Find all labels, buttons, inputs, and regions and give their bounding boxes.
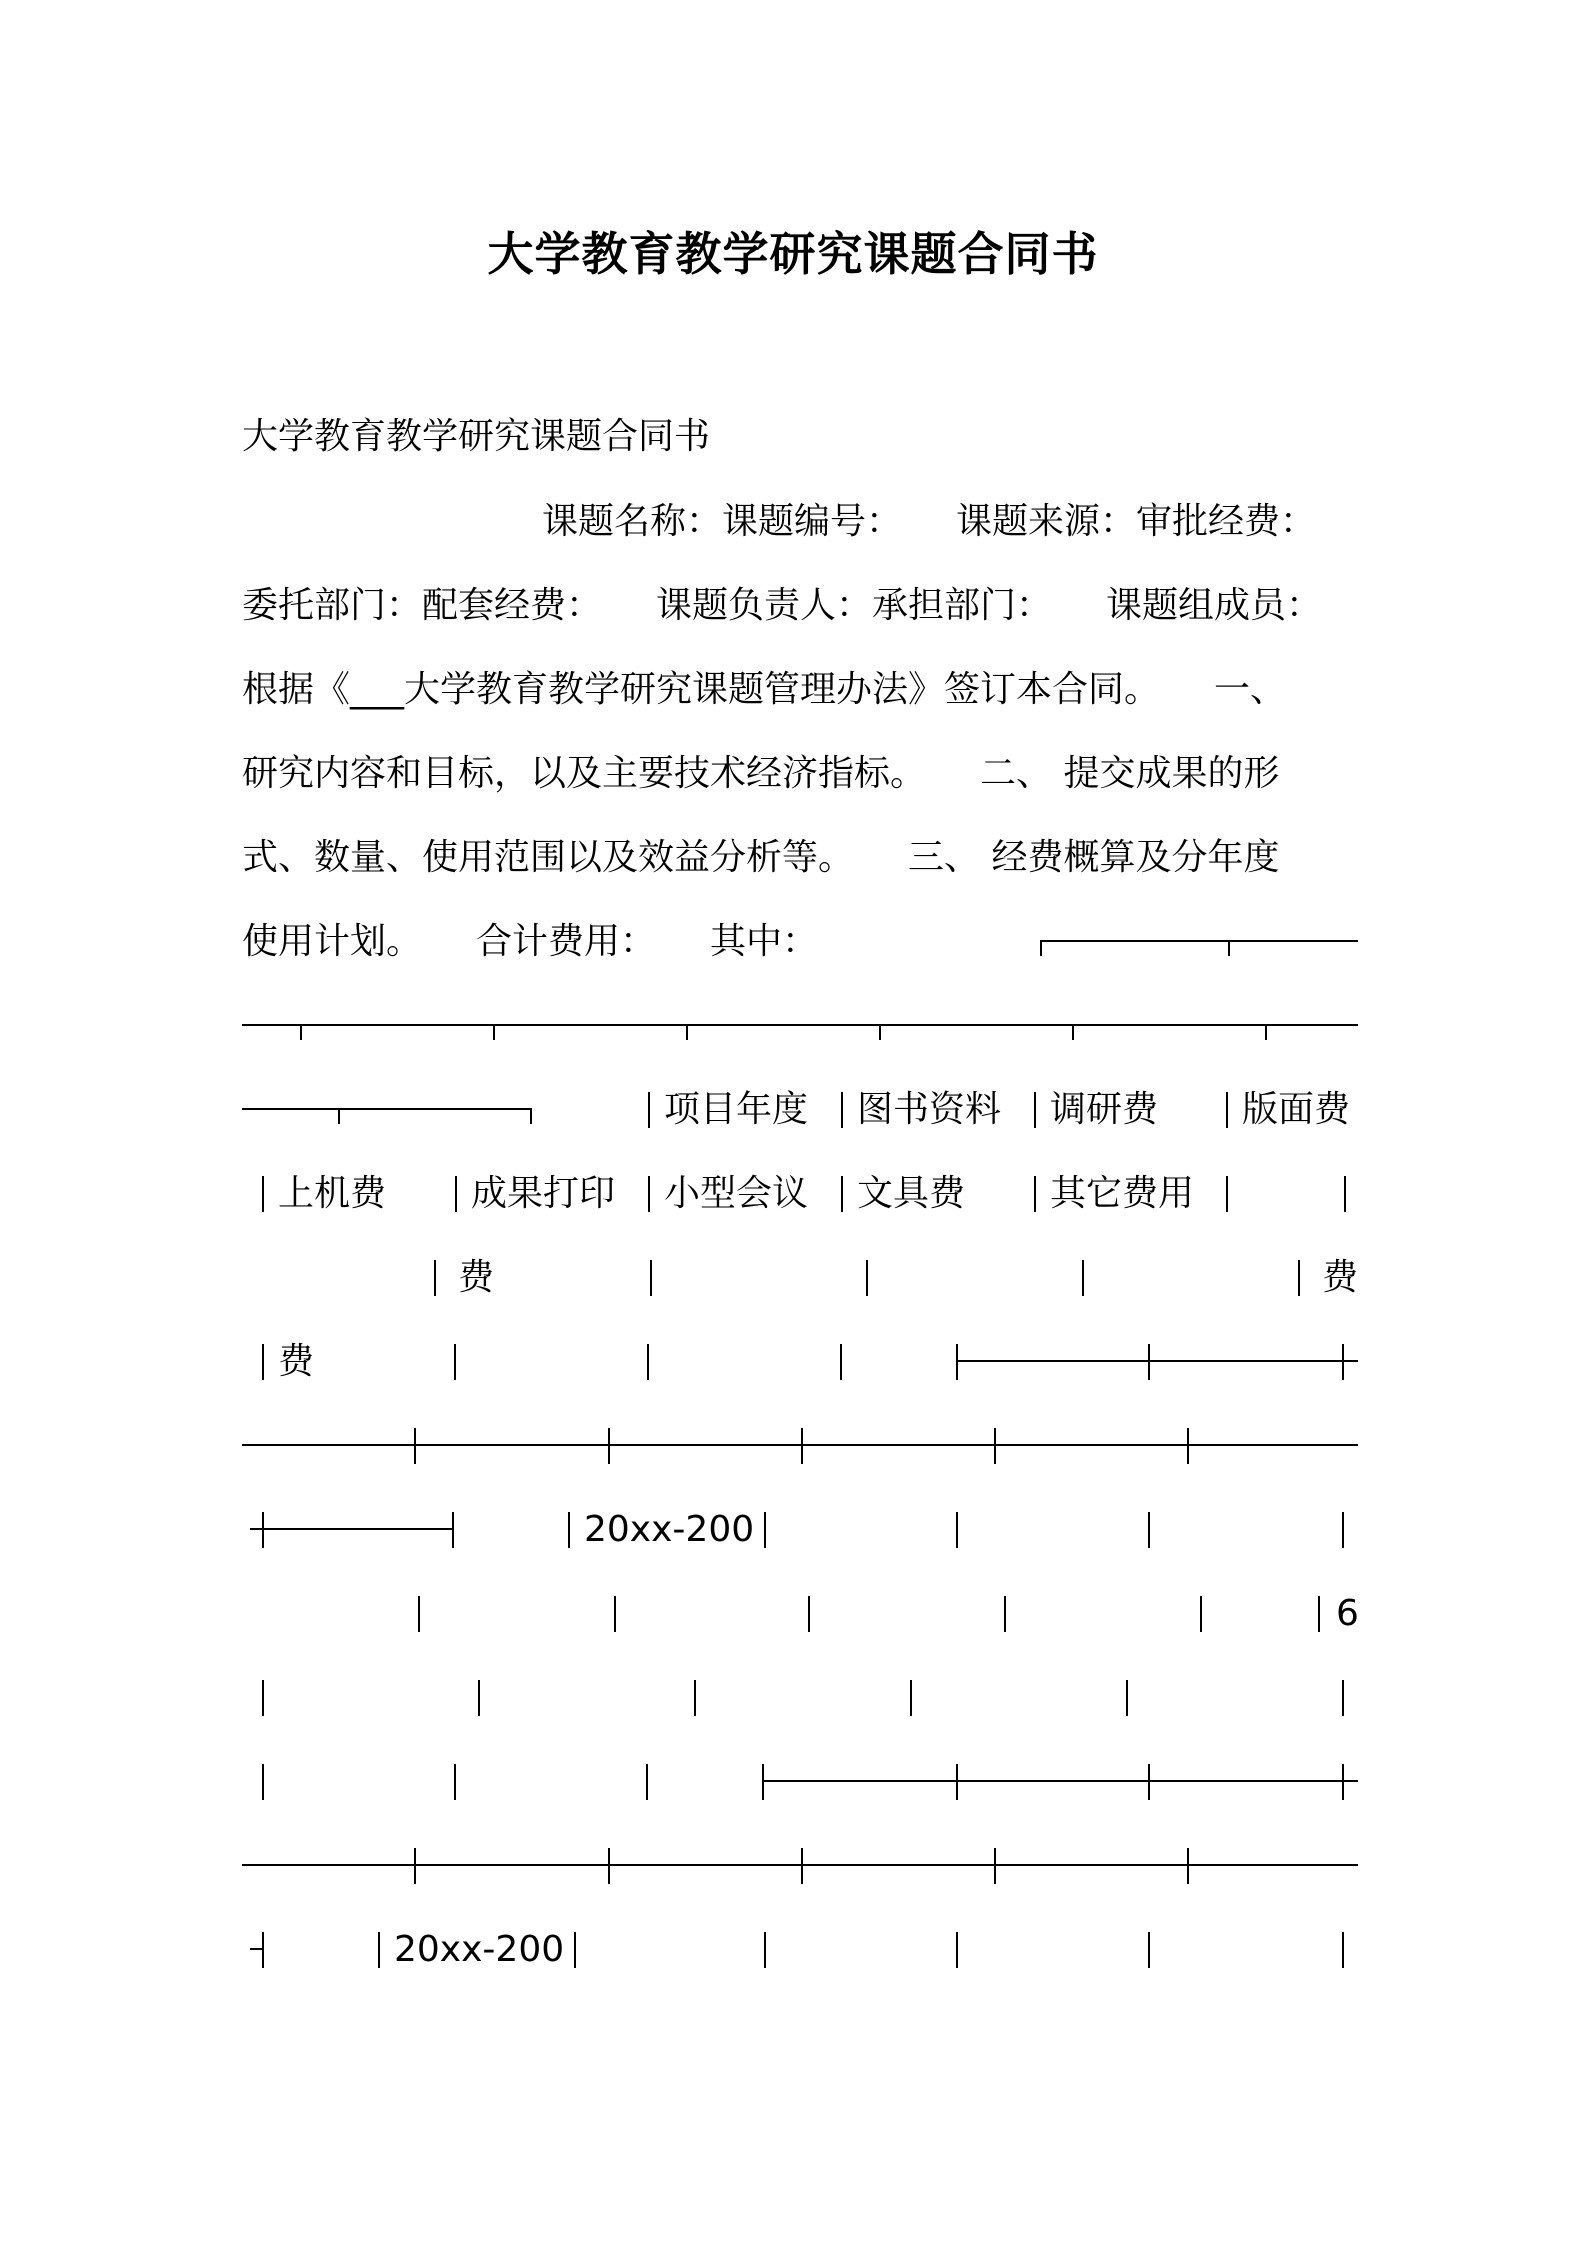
cell-divider xyxy=(764,1512,766,1548)
cell-divider xyxy=(1126,1680,1128,1716)
cell-divider xyxy=(574,1932,576,1968)
cell-divider xyxy=(1004,1596,1006,1632)
cell-divider xyxy=(418,1596,420,1632)
paragraph-line-5: 式、数量、使用范围以及效益分析等。 三、 经费概算及分年度 xyxy=(242,837,1280,878)
cell-divider xyxy=(434,1260,436,1296)
cell-divider xyxy=(1342,1512,1344,1548)
cell-divider xyxy=(910,1680,912,1716)
cell-divider xyxy=(1318,1596,1320,1632)
cell-divider xyxy=(1148,1764,1150,1800)
cell-divider xyxy=(648,1092,650,1128)
table-rule xyxy=(250,1948,262,1950)
cell-divider xyxy=(1148,1344,1150,1380)
fee-cell: 费 xyxy=(1322,1257,1359,1298)
col-header-other: 其它费用 xyxy=(1050,1173,1195,1214)
cell-divider xyxy=(866,1260,868,1296)
cell-divider xyxy=(1082,1260,1084,1296)
paragraph-line-3: 根据《___大学教育教学研究课题管理办法》签订本合同。 一、 xyxy=(242,669,1287,710)
col-header-meeting: 小型会议 xyxy=(664,1173,809,1214)
col-header-research: 调研费 xyxy=(1050,1089,1159,1130)
table-tick xyxy=(1228,940,1230,956)
cell-divider xyxy=(694,1680,696,1716)
table-rule xyxy=(762,1780,1358,1782)
cell-divider xyxy=(1200,1596,1202,1632)
cell-divider xyxy=(1342,1764,1344,1800)
cell-divider xyxy=(956,1344,958,1380)
cell-divider xyxy=(454,1764,456,1800)
cell-divider xyxy=(841,1092,843,1128)
cell-divider xyxy=(262,1764,264,1800)
cell-divider xyxy=(1226,1176,1228,1212)
table-tick xyxy=(530,1108,532,1124)
cell-divider xyxy=(262,1932,264,1968)
fee-cell: 费 xyxy=(278,1341,315,1382)
cell-divider xyxy=(1187,1428,1189,1464)
cell-divider xyxy=(262,1680,264,1716)
cell-divider xyxy=(262,1344,264,1380)
cell-divider xyxy=(801,1848,803,1884)
cell-divider xyxy=(841,1176,843,1212)
cell-divider xyxy=(1034,1176,1036,1212)
year-cell: 20xx-200 xyxy=(394,1929,565,1970)
cell-divider xyxy=(608,1428,610,1464)
col-header-books: 图书资料 xyxy=(857,1089,1002,1130)
fee-cell: 费 xyxy=(458,1257,495,1298)
col-header-print: 成果打印 xyxy=(471,1173,616,1214)
table-tick xyxy=(1040,940,1042,956)
cell-divider xyxy=(808,1596,810,1632)
cell-divider xyxy=(1342,1932,1344,1968)
cell-divider xyxy=(994,1428,996,1464)
cell-divider xyxy=(1187,1848,1189,1884)
cell-divider xyxy=(956,1512,958,1548)
table-rule xyxy=(956,1360,1358,1362)
table-tick xyxy=(879,1024,881,1040)
table-tick xyxy=(493,1024,495,1040)
cell-divider xyxy=(1344,1176,1346,1212)
cell-divider xyxy=(956,1764,958,1800)
table-tick xyxy=(1072,1024,1074,1040)
cell-divider xyxy=(414,1428,416,1464)
cell-divider xyxy=(994,1848,996,1884)
cell-divider xyxy=(956,1932,958,1968)
cell-divider xyxy=(840,1344,842,1380)
table-rule xyxy=(242,1864,1358,1866)
value-cell: 6 xyxy=(1336,1593,1359,1634)
cell-divider xyxy=(378,1932,380,1968)
cell-divider xyxy=(1342,1344,1344,1380)
year-cell: 20xx-200 xyxy=(584,1509,755,1550)
cell-divider xyxy=(478,1680,480,1716)
cell-divider xyxy=(455,1176,457,1212)
table-rule xyxy=(242,1108,530,1110)
paragraph-line-2: 委托部门：配套经费： 课题负责人：承担部门： 课题组成员： xyxy=(242,585,1323,626)
paragraph-line-1: 课题名称：课题编号： 课题来源：审批经费： xyxy=(542,501,1317,542)
cell-divider xyxy=(1034,1092,1036,1128)
document-subtitle: 大学教育教学研究课题合同书 xyxy=(242,416,711,457)
cell-divider xyxy=(1298,1260,1300,1296)
table-rule xyxy=(250,1528,452,1530)
cell-divider xyxy=(1342,1680,1344,1716)
paragraph-line-4: 研究内容和目标，以及主要技术经济指标。 二、 提交成果的形 xyxy=(242,753,1280,794)
col-header-computer: 上机费 xyxy=(278,1173,387,1214)
col-header-page-fee: 版面费 xyxy=(1242,1089,1351,1130)
table-tick xyxy=(1265,1024,1267,1040)
cell-divider xyxy=(764,1932,766,1968)
cell-divider xyxy=(414,1848,416,1884)
cell-divider xyxy=(647,1344,649,1380)
document-title: 大学教育教学研究课题合同书 xyxy=(487,227,1099,281)
table-rule xyxy=(242,1444,1358,1446)
cell-divider xyxy=(762,1764,764,1800)
cell-divider xyxy=(1226,1092,1228,1128)
col-header-year: 项目年度 xyxy=(664,1089,809,1130)
cell-divider xyxy=(614,1596,616,1632)
table-tick xyxy=(338,1108,340,1124)
table-rule xyxy=(242,1024,1358,1026)
cell-divider xyxy=(1148,1932,1150,1968)
cell-divider xyxy=(608,1848,610,1884)
cell-divider xyxy=(568,1512,570,1548)
cell-divider xyxy=(1148,1512,1150,1548)
cell-divider xyxy=(650,1260,652,1296)
cell-divider xyxy=(262,1512,264,1548)
cell-divider xyxy=(454,1344,456,1380)
cell-divider xyxy=(801,1428,803,1464)
cell-divider xyxy=(262,1176,264,1212)
table-rule xyxy=(1040,940,1358,942)
cell-divider xyxy=(452,1512,454,1548)
cell-divider xyxy=(646,1764,648,1800)
table-tick xyxy=(686,1024,688,1040)
table-tick xyxy=(300,1024,302,1040)
cell-divider xyxy=(648,1176,650,1212)
col-header-stationery: 文具费 xyxy=(857,1173,966,1214)
paragraph-line-6: 使用计划。 合计费用： 其中： xyxy=(242,921,819,962)
